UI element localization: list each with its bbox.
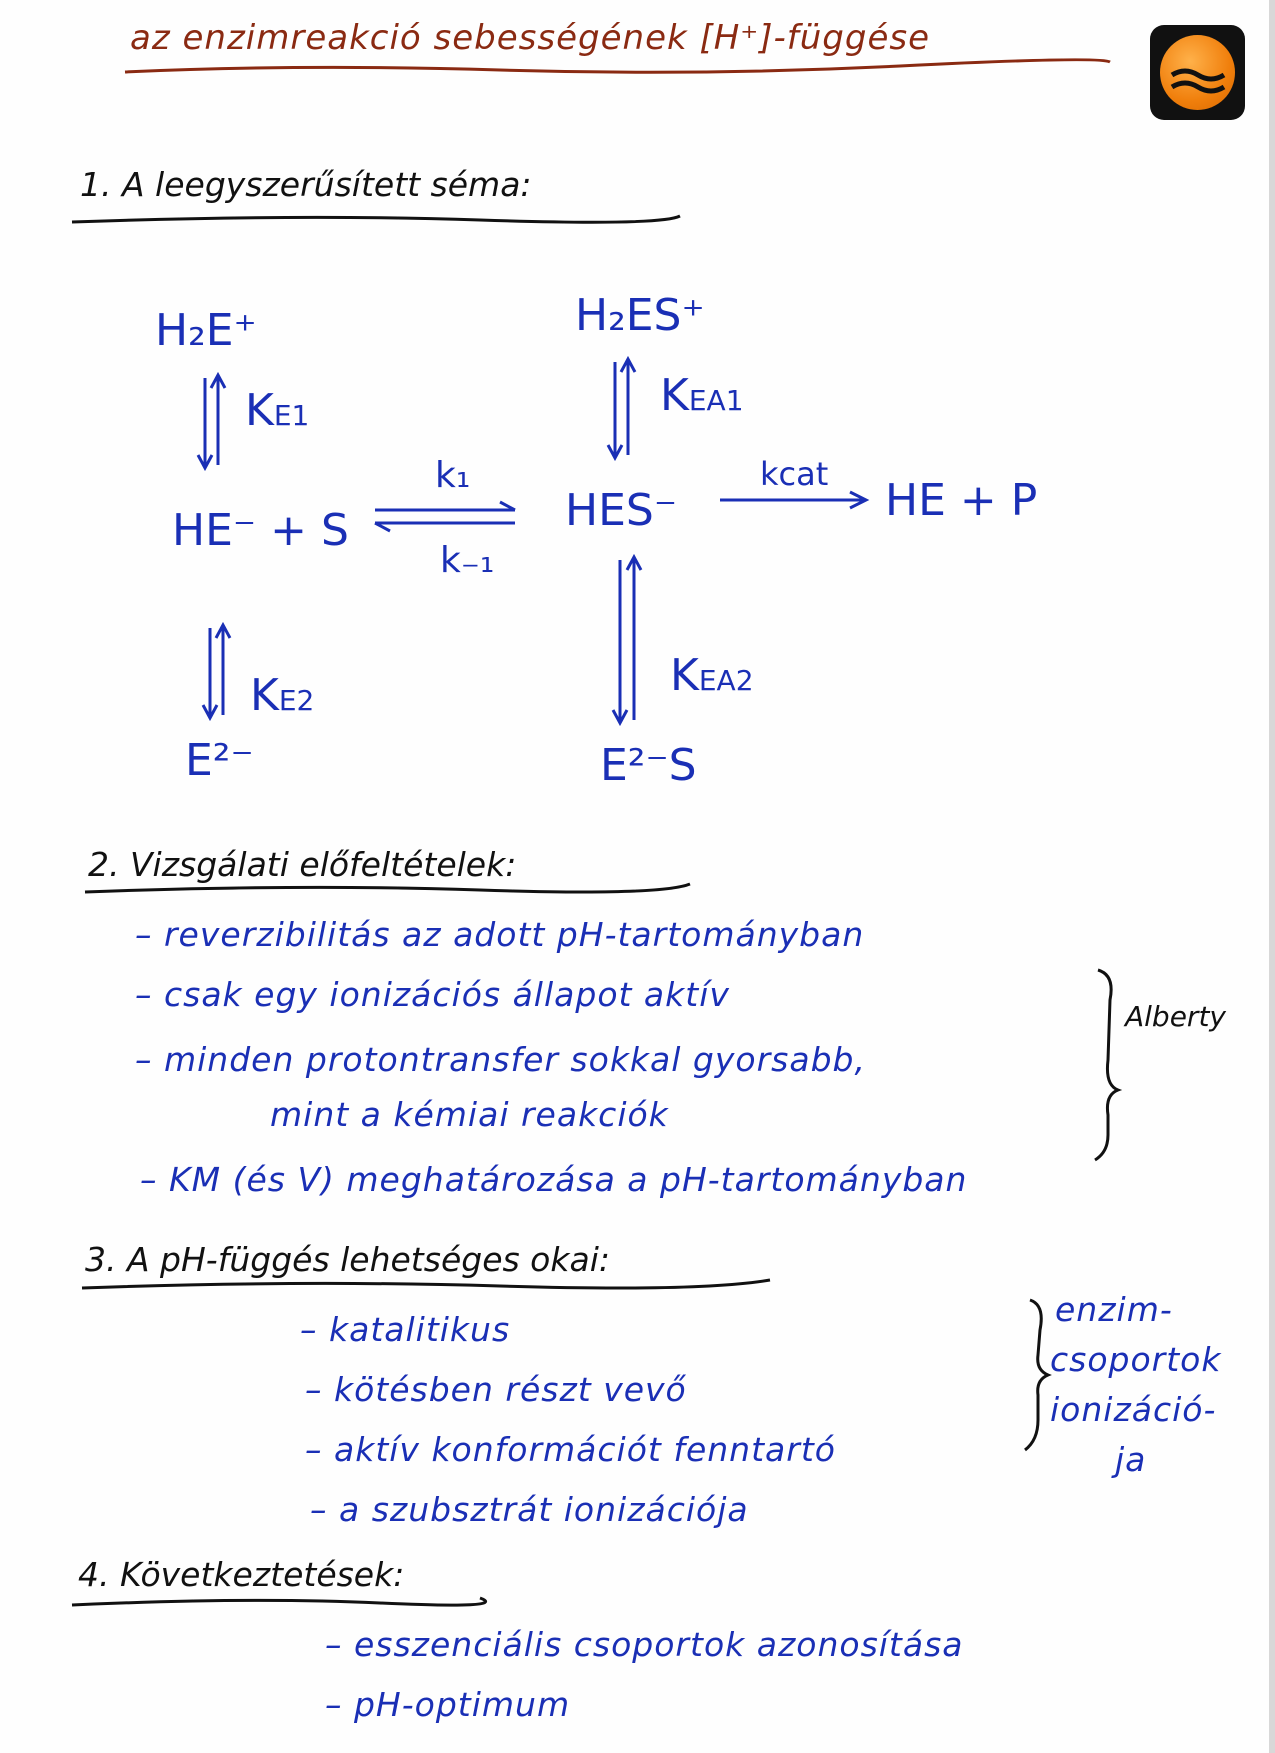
page-title: az enzimreakció sebességének [H⁺]-függése (130, 18, 931, 58)
section2-item-3: – minden protontransfer sokkal gyorsabb, (135, 1040, 866, 1079)
h2es-species: H₂ES⁺ (575, 290, 705, 341)
h2e-species: H₂E⁺ (155, 305, 257, 356)
bracket-label-line-1: enzim- (1055, 1290, 1173, 1329)
section2-item-1: – reverzibilitás az adott pH-tartományban (135, 915, 865, 954)
section3-item-2: – kötésben részt vevő (305, 1370, 687, 1409)
bracket-label-line-4: ja (1115, 1440, 1147, 1479)
section2-heading: 2. Vizsgálati előfeltételek: (88, 845, 517, 884)
section4-item-1: – esszenciális csoportok azonosítása (325, 1625, 964, 1664)
alberty-label: Alberty (1125, 1000, 1226, 1033)
section2-item-2: – csak egy ionizációs állapot aktív (135, 975, 730, 1014)
e2s-species: E²⁻S (600, 740, 697, 791)
section4-item-2: – pH-optimum (325, 1685, 571, 1724)
he-plus-p: HE + P (885, 475, 1038, 526)
section1-heading: 1. A leegyszerűsített séma: (80, 165, 532, 204)
section2-item-3-cont: mint a kémiai reakciók (270, 1095, 669, 1134)
kea1-constant: KEA1 (660, 370, 744, 421)
kcat-rate: kcat (760, 455, 829, 493)
section3-item-4: – a szubsztrát ionizációja (310, 1490, 749, 1529)
k-minus1-rate: k₋₁ (440, 540, 495, 581)
ke2-constant: KE2 (250, 670, 315, 721)
e2-species: E²⁻ (185, 735, 254, 786)
kea2-constant: KEA2 (670, 650, 754, 701)
section3-item-3: – aktív konformációt fenntartó (305, 1430, 836, 1469)
ke1-constant: KE1 (245, 385, 310, 436)
section2-item-4: – KM (és V) meghatározása a pH-tartományban (140, 1160, 968, 1199)
he-plus-s: HE⁻ + S (172, 505, 349, 556)
hes-complex: HES⁻ (565, 485, 678, 536)
section4-heading: 4. Következtetések: (78, 1555, 405, 1594)
section3-heading: 3. A pH-függés lehetséges okai: (85, 1240, 610, 1279)
bracket-label-line-2: csoportok (1050, 1340, 1222, 1379)
bracket-label-line-3: ionizáció- (1050, 1390, 1217, 1429)
k1-rate: k₁ (435, 455, 471, 496)
section3-item-1: – katalitikus (300, 1310, 511, 1349)
